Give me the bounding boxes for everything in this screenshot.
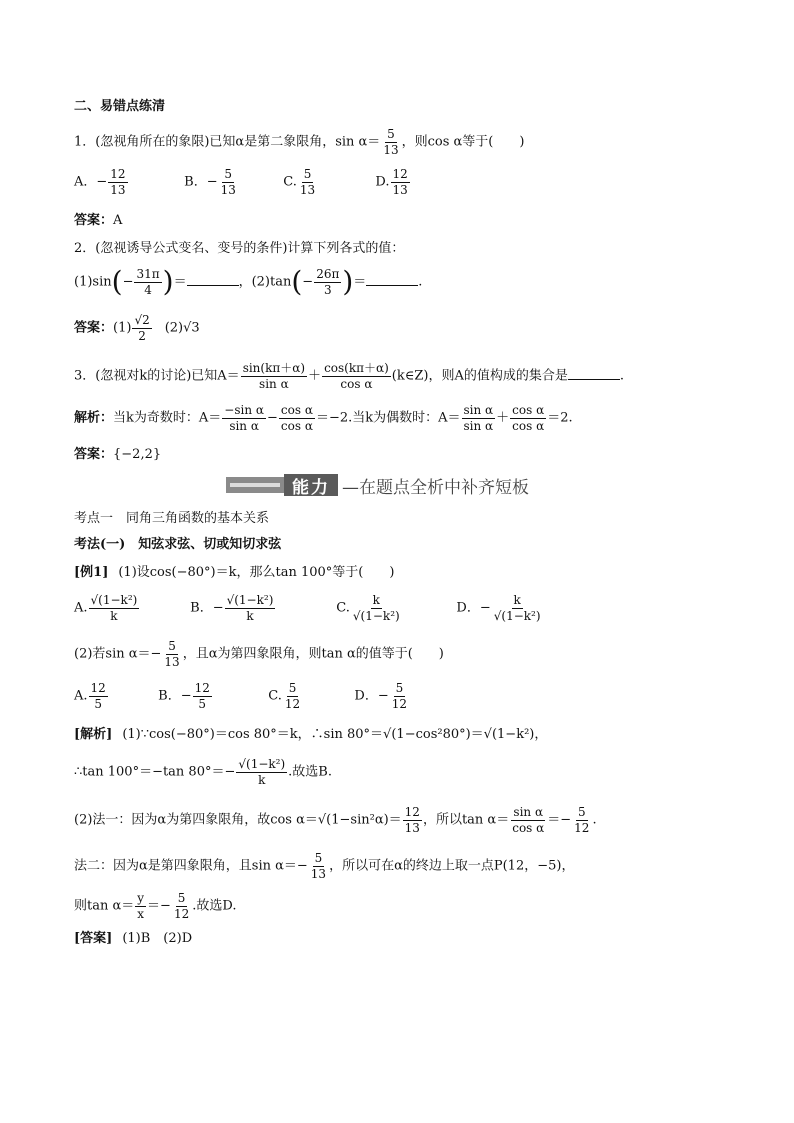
numerator: 12 [90,681,106,695]
denominator: 13 [164,654,180,669]
analysis-text: ＝−2.当k为偶数时：A＝ [315,410,461,426]
solution-text: 法二：因为α是第四象限角，且sin α＝− [74,858,308,874]
denominator: cos α [512,418,545,433]
option-label: C. [336,600,350,616]
numerator: k [372,593,380,607]
option-c [336,594,452,622]
answer-value: (1)B (2)D [122,931,193,946]
answer-value: A [113,213,123,228]
numerator: √(1−k²) [238,757,286,771]
numerator: √(1−k²) [90,593,138,607]
section-banner [226,474,529,496]
question-3-answer [74,448,754,461]
option-b [158,682,264,710]
denominator: √(1−k²) [493,608,541,623]
answer-label: 答案： [74,320,114,336]
answer-1-prefix: (1) [113,320,132,336]
q1-stem-text: 1．(忽视角所在的象限)已知α是第二象限角，sin α＝ [74,134,381,150]
answer-blank[interactable] [568,378,620,380]
option-label: D. [375,174,390,190]
numerator: 26π [316,267,340,281]
analysis-label: 解析： [74,410,114,426]
denominator: 5 [94,696,102,711]
denominator: cos α [512,820,545,835]
part-2-prefix: ，(2)tan [238,274,292,290]
method-heading: 考法(一) 知弦求弦、切或知切求弦 [74,537,282,552]
solution-text: .故选D. [192,898,237,914]
denominator: 12 [391,696,408,711]
numerator: cos α [280,403,313,417]
numerator: 5 [303,167,312,181]
answer-label: 答案： [74,213,114,228]
numerator: cos α [512,403,545,417]
question-2-answer [74,314,754,342]
numerator: k [513,593,521,607]
option-label: D．− [354,688,389,704]
denominator: x [137,906,145,921]
answer-value: {−2,2} [113,447,162,462]
solution-line-1 [74,728,754,741]
solution-text: ∴tan 100°＝−tan 80°＝− [74,764,236,780]
part-1-prefix: (1)sin [74,274,112,290]
topic-heading: 考点一 同角三角函数的基本关系 [74,511,270,526]
answer-label: [答案] [74,931,113,946]
option-a [74,594,186,622]
q1-fraction [381,128,400,156]
solution-text: (2)法一：因为α为第四象限角，故cos α＝√(1−sin²α)＝ [74,812,402,828]
denominator: 13 [383,142,399,157]
numerator: 5 [577,805,586,819]
numerator: sin(kπ＋α) [242,361,306,375]
solution-line-2 [74,758,754,786]
numerator: 12 [194,681,210,695]
numerator: 5 [177,891,186,905]
denominator: √(1−k²) [352,608,400,623]
denominator: 13 [310,866,327,881]
solution-text: ＝− [147,898,171,914]
answer-2: (2)√3 [164,320,200,336]
denominator: 13 [110,182,126,197]
denominator: 12 [574,820,590,835]
option-label: B．− [190,600,224,616]
question-2-parts: (1)sin(− $\frac{31\pi}{4}$ )＝ ，(2)tan(− $\frac{26\pi}{3}$ )＝ . [74,265,423,299]
option-label: D．− [456,600,491,616]
solution-text: . [592,812,597,828]
analysis-text: ＝2. [547,410,573,426]
numerator: 5 [288,681,297,695]
option-d [456,594,543,622]
denominator: 12 [284,696,301,711]
q3-stem-text: 3．(忽视对k的讨论)已知A＝ [74,368,240,384]
denominator: cos α [340,376,373,391]
solution-label: [解析] [74,727,113,742]
solution-text: ，所以tan α＝ [422,812,510,828]
option-b [190,594,332,622]
option-b [184,168,279,196]
denominator: 13 [220,182,236,197]
numerator: y [137,891,145,905]
numerator: 12 [392,167,408,181]
denominator: sin α [463,418,494,433]
numerator: 5 [387,127,395,141]
example-1-part-2 [74,640,754,668]
numerator: −sin α [224,403,264,417]
option-label: C. [283,174,297,190]
question-1-answer [74,214,754,227]
example-text: ，且α为第四象限角，则tan α的值等于( ) [182,646,444,662]
example-1-options-2 [74,682,754,710]
numerator: 5 [168,639,176,653]
denominator: cos α [280,418,313,433]
denominator: 13 [404,820,420,835]
denominator: sin α [259,376,289,391]
denominator: sin α [229,418,259,433]
example-text: (1)设cos(−80°)＝k，那么tan 100°等于( ) [118,565,395,580]
numerator: 12 [110,167,126,181]
option-a [74,682,154,710]
q3-stem-tail: (k∈Z)，则A的值构成的集合是 [391,368,568,384]
question-1-options [74,168,754,196]
question-1-stem [74,128,754,156]
denominator: 12 [173,906,190,921]
denominator: 2 [138,328,146,343]
option-c [268,682,350,710]
solution-text: ，所以可在α的终边上取一点P(12，−5)， [329,858,575,874]
option-c [283,168,371,196]
denominator: 4 [144,282,152,297]
answer-blank[interactable] [366,284,418,286]
numerator: 5 [224,167,233,181]
option-label: B．− [184,174,218,190]
denominator: k [110,608,118,623]
question-2-stem: 2．(忽视诱导公式变名、变号的条件)计算下列各式的值： [74,241,405,256]
solution-line-3 [74,806,754,834]
numerator: 31π [136,267,160,281]
banner-subtitle: —在题点全析中补齐短板 [342,477,529,498]
example-1-part-1 [74,566,754,579]
solution-line-4 [74,852,754,880]
numerator: 12 [404,805,420,819]
numerator: 5 [395,681,404,695]
option-label: A. [74,688,88,704]
answer-label: 答案： [74,447,114,462]
solution-text: ＝− [547,812,572,828]
example-label: [例1] [74,565,109,580]
solution-text: .故选B. [288,764,332,780]
numerator: cos(kπ＋α) [324,361,389,375]
option-d [354,682,410,710]
solution-text: (1)∵cos(−80°)＝cos 80°＝k，∴sin 80°＝√(1−cos²80°)＝√(1−k²)， [122,727,548,742]
analysis-text: 当k为奇数时：A＝ [113,410,222,426]
banner-title: 能力 [284,474,338,496]
option-d [375,168,410,196]
option-label: A. [74,600,88,616]
option-label: A．− [74,174,108,190]
banner-bar [226,477,284,493]
q1-stem-tail: ，则cos α等于( ) [401,134,525,150]
numerator: 5 [314,851,323,865]
numerator: sin α [513,805,544,819]
example-1-options-1 [74,594,754,622]
solution-line-5 [74,892,754,920]
option-label: C. [268,688,282,704]
denominator: 13 [299,182,316,197]
numerator: √(1−k²) [226,593,274,607]
denominator: k [258,772,266,787]
denominator: 5 [198,696,207,711]
option-label: B．− [158,688,192,704]
denominator: k [246,608,254,623]
solution-text: 则tan α＝ [74,898,135,914]
question-3-stem: 3．(忽视对k的讨论)已知A＝ $\frac{\sin(k\pi+\alpha)}{\text{sin α}}$ ＋ $\frac{\cos(k\pi+\alpha)}{\text{cos α}}$ (k∈Z)，则A的值构成的集合是 . [74,361,625,391]
example-1-answer [74,932,754,945]
option-a [74,168,180,196]
question-3-analysis: 解析：当k为奇数时：A＝ $\frac{\text{−sin α}}{\text{sin α}}$ − $\frac{\text{cos α}}{\text{cos α}}$ ＝−2.当k为偶数时：A＝ $\frac{\text{sin α}}{\text{sin α}}$ ＋ $\frac{\text{cos α}}{\text{cos α}}$ ＝2. [74,403,573,433]
example-text: (2)若sin α＝− [74,646,162,662]
denominator: 13 [392,182,408,197]
answer-blank[interactable] [187,284,239,286]
denominator: 3 [323,282,332,297]
numerator: √2 [134,313,150,327]
section-title: 二、易错点练清 [74,99,166,114]
numerator: sin α [463,403,494,417]
